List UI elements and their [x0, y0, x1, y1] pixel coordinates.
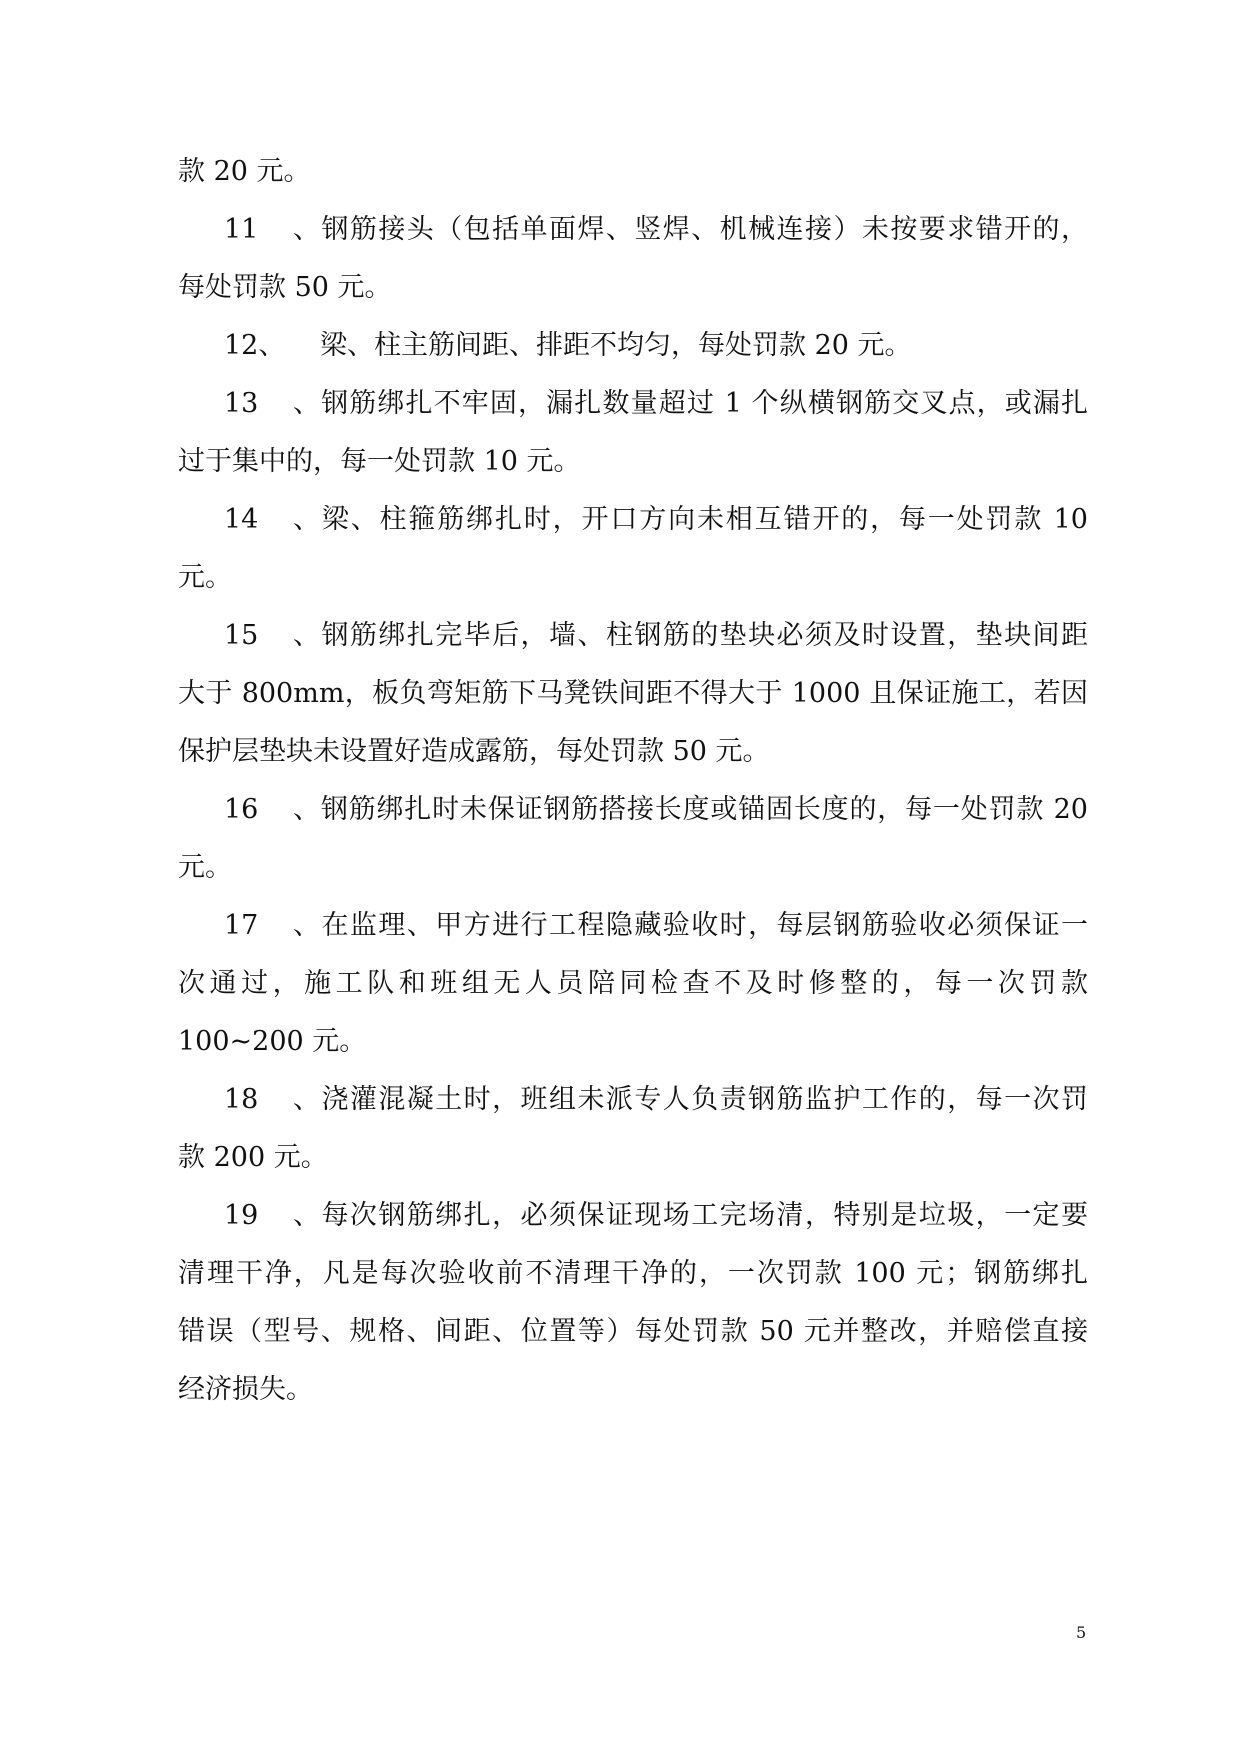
- item-number: 11、: [224, 214, 320, 245]
- paragraph-line: 保护层垫块未设置好造成露筋，每处罚款 50 元。: [178, 736, 770, 767]
- paragraph-line: 100~200 元。: [178, 1026, 367, 1057]
- paragraph-line: 经济损失。: [178, 1374, 313, 1405]
- item-number: 19、: [224, 1200, 320, 1231]
- item-text: 浇灌混凝土时，班组未派专人负责钢筋监护工作的，每一次罚: [320, 1084, 1088, 1115]
- item-text: 每次钢筋绑扎，必须保证现场工完场清，特别是垃圾，一定要: [320, 1200, 1088, 1231]
- list-item-13: [224, 384, 1088, 424]
- page-number: 5: [1076, 1623, 1087, 1642]
- item-number: 15、: [224, 620, 320, 651]
- list-item-14: [224, 500, 1088, 540]
- paragraph-line: 款 200 元。: [178, 1142, 328, 1173]
- item-text: 在监理、甲方进行工程隐藏验收时，每层钢筋验收必须保证一: [320, 910, 1088, 941]
- list-item-18: [224, 1080, 1088, 1120]
- item-number: 18、: [224, 1084, 320, 1115]
- item-text: 钢筋接头（包括单面焊、竖焊、机械连接）未按要求错开的，: [320, 214, 1088, 245]
- item-text: 钢筋绑扎不牢固，漏扎数量超过 1 个纵横钢筋交叉点，或漏扎: [320, 388, 1088, 419]
- paragraph-line: 次通过，施工队和班组无人员陪同检查不及时修整的，每一次罚款: [178, 968, 1088, 999]
- item-number: 13、: [224, 388, 320, 419]
- paragraph-line: 款 20 元。: [178, 156, 311, 187]
- list-item-19: [224, 1196, 1088, 1236]
- item-number: 12、: [224, 330, 286, 361]
- paragraph-line: 大于 800mm，板负弯矩筋下马凳铁间距不得大于 1000 且保证施工，若因: [178, 678, 1088, 709]
- paragraph-line: 元。: [178, 562, 232, 593]
- item-text: 梁、柱主筋间距、排距不均匀，每处罚款 20 元。: [320, 330, 912, 361]
- item-text: 钢筋绑扎完毕后，墙、柱钢筋的垫块必须及时设置，垫块间距: [320, 620, 1088, 651]
- paragraph-line: 清理干净，凡是每次验收前不清理干净的，一次罚款 100 元；钢筋绑扎: [178, 1258, 1088, 1289]
- paragraph-line: 过于集中的，每一处罚款 10 元。: [178, 446, 581, 477]
- item-number: 17、: [224, 910, 320, 941]
- item-number: 16、: [224, 794, 320, 825]
- list-item-15: [224, 616, 1088, 656]
- list-item-16: [224, 790, 1088, 830]
- paragraph-line: 错误（型号、规格、间距、位置等）每处罚款 50 元并整改，并赔偿直接: [178, 1316, 1088, 1347]
- list-item-12: [224, 326, 912, 366]
- item-text: 梁、柱箍筋绑扎时，开口方向未相互错开的，每一处罚款 10: [320, 504, 1088, 535]
- paragraph-line: 元。: [178, 852, 232, 883]
- list-item-11: [224, 210, 1088, 250]
- item-number: 14、: [224, 504, 320, 535]
- item-text: 钢筋绑扎时未保证钢筋搭接长度或锚固长度的，每一处罚款 20: [320, 794, 1088, 825]
- paragraph-line: 每处罚款 50 元。: [178, 272, 392, 303]
- list-item-17: [224, 906, 1088, 946]
